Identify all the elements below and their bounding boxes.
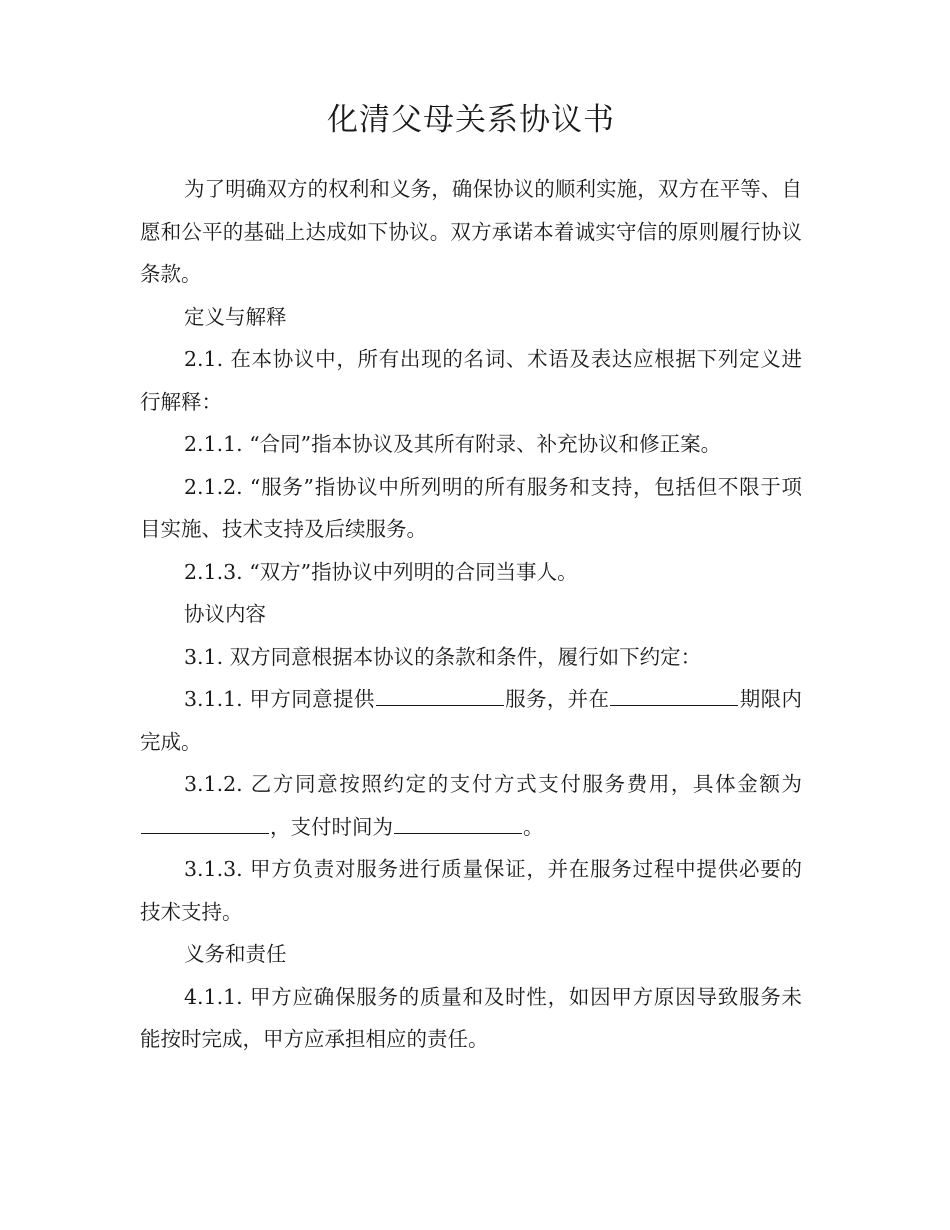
clause-3-1-2-text-start: 3.1.2. 乙方同意按照约定的支付方式支付服务费用，具体金额为	[184, 772, 802, 796]
clause-3-1-1-text-start: 3.1.1. 甲方同意提供	[184, 687, 375, 711]
document-page	[140, 96, 802, 1061]
document-title: 化清父母关系协议书	[327, 102, 615, 138]
preamble-paragraph: 为了明确双方的权利和义务，确保协议的顺利实施，双方在平等、自愿和公平的基础上达成如下协议。双方承诺本着诚实守信的原则履行协议条款。	[140, 177, 802, 286]
clause-2-1-2: 2.1.2. “服务”指协议中所列明的所有服务和支持，包括但不限于项目实施、技术支持及后续服务。	[140, 474, 802, 541]
clause-2-1-3: 2.1.3. “双方”指协议中列明的合同当事人。	[184, 559, 578, 584]
section-heading-agreement-content: 协议内容	[184, 602, 266, 626]
clause-3-1-2-text-middle: ，支付时间为	[270, 814, 393, 839]
clause-3-1-1-text-middle: 服务，并在	[504, 687, 610, 711]
payment-time-blank-line	[394, 832, 522, 834]
clause-3-1: 3.1. 双方同意根据本协议的条款和条件，履行如下约定：	[184, 644, 702, 669]
clause-3-1-1	[140, 678, 802, 763]
clause-3-1-3: 3.1.3. 甲方负责对服务进行质量保证，并在服务过程中提供必要的技术支持。	[140, 857, 802, 924]
clause-3-1-1-text-end: 期限内完成。	[140, 687, 803, 754]
clause-2-1: 2.1. 在本协议中，所有出现的名词、术语及表达应根据下列定义进行解释：	[140, 347, 802, 414]
amount-blank-line	[141, 832, 269, 834]
section-heading-obligations: 义务和责任	[184, 942, 287, 966]
clause-2-1-1: 2.1.1. “合同”指本协议及其所有附录、补充协议和修正案。	[184, 432, 722, 456]
clause-3-1-2-text-end: 。	[523, 814, 544, 839]
clause-4-1-1: 4.1.1. 甲方应确保服务的质量和及时性，如因甲方原因导致服务未能按时完成，甲方应承担相应的责任。	[140, 984, 802, 1051]
service-blank-line	[376, 704, 504, 706]
clause-3-1-2	[140, 763, 802, 848]
deadline-blank-line	[610, 704, 738, 706]
section-heading-definitions: 定义与解释	[184, 304, 287, 329]
